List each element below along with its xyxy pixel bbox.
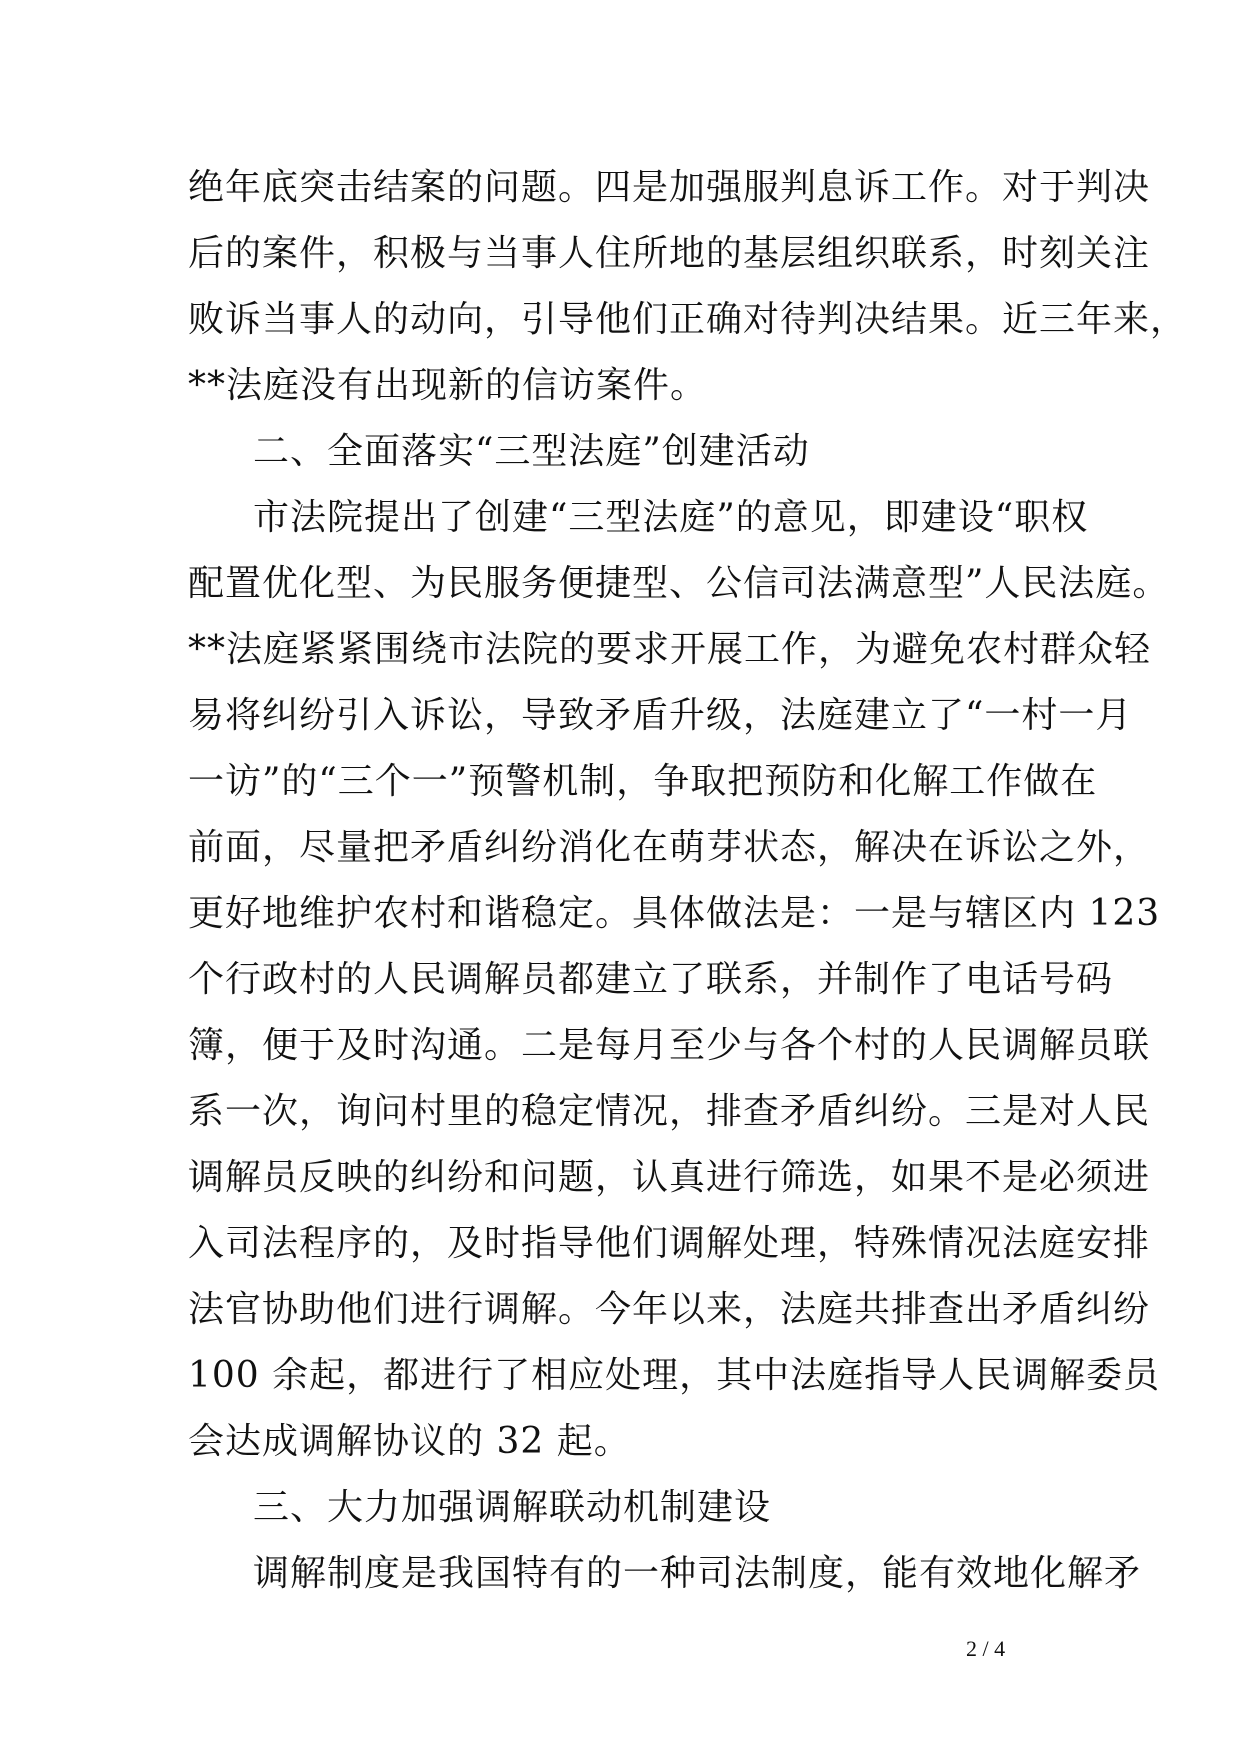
text-line-20: 会达成调解协议的 32 起。 (188, 1421, 631, 1462)
text-line-18: 法官协助他们进行调解。今年以来，法庭共排查出矛盾纠纷 (188, 1289, 1151, 1330)
text-line-10: 一访”的“三个一”预警机制，争取把预防和化解工作做在 (188, 761, 1098, 802)
section-heading-3: 三、大力加强调解联动机制建设 (253, 1487, 772, 1528)
text-line-13: 个行政村的人民调解员都建立了联系，并制作了电话号码 (188, 959, 1114, 1000)
text-line-17: 入司法程序的，及时指导他们调解处理，特殊情况法庭安排 (188, 1223, 1151, 1264)
document-body (188, 155, 1188, 1607)
section-heading-2: 二、全面落实“三型法庭”创建活动 (253, 431, 810, 472)
text-line-9: 易将纠纷引入诉讼，导致矛盾升级，法庭建立了“一村一月 (188, 695, 1133, 736)
text-line-11: 前面，尽量把矛盾纠纷消化在萌芽状态，解决在诉讼之外， (188, 827, 1151, 868)
page-number: 2 / 4 (966, 1636, 1006, 1661)
text-line-6: 市法院提出了创建“三型法庭”的意见，即建设“职权 (253, 497, 1089, 538)
text-line-8: **法庭紧紧围绕市法院的要求开展工作，为避免农村群众轻 (188, 629, 1152, 670)
text-line-3: 败诉当事人的动向，引导他们正确对待判决结果。近三年来， (188, 299, 1188, 340)
text-line-1: 绝年底突击结案的问题。四是加强服判息诉工作。对于判决 (188, 167, 1151, 208)
text-line-4: **法庭没有出现新的信访案件。 (188, 365, 708, 406)
text-line-7: 配置优化型、为民服务便捷型、公信司法满意型”人民法庭。 (188, 563, 1170, 604)
text-line-2: 后的案件，积极与当事人住所地的基层组织联系，时刻关注 (188, 233, 1151, 274)
text-line-19: 100 余起，都进行了相应处理，其中法庭指导人民调解委员 (188, 1355, 1161, 1396)
text-line-12: 更好地维护农村和谐稳定。具体做法是：一是与辖区内 123 (188, 893, 1161, 934)
text-line-22: 调解制度是我国特有的一种司法制度，能有效地化解矛 (253, 1553, 1142, 1594)
text-line-15: 系一次，询问村里的稳定情况，排查矛盾纠纷。三是对人民 (188, 1091, 1151, 1132)
text-line-16: 调解员反映的纠纷和问题，认真进行筛选，如果不是必须进 (188, 1157, 1151, 1198)
text-line-14: 簿，便于及时沟通。二是每月至少与各个村的人民调解员联 (188, 1025, 1151, 1066)
